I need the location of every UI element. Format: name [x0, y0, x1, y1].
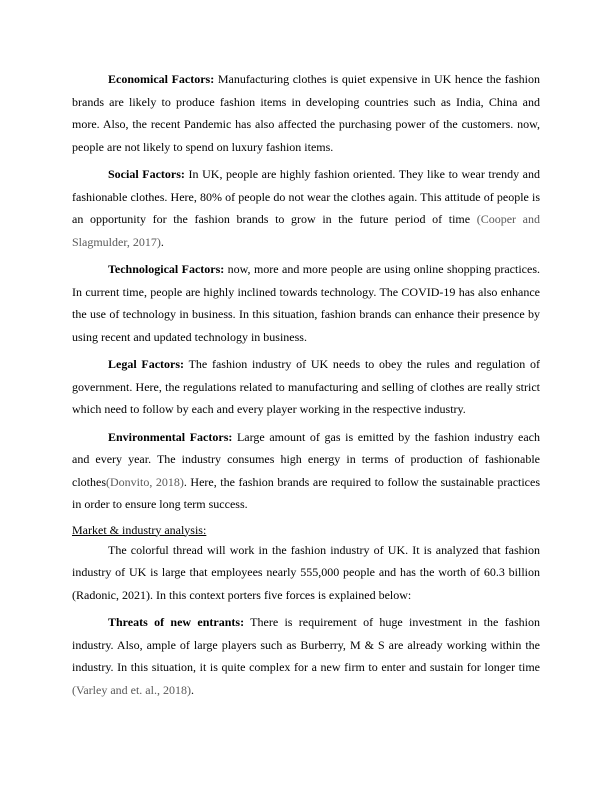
citation: (Cooper and Slagmulder, 2017) [72, 212, 540, 249]
term-technological-factors: Technological Factors: [108, 262, 225, 276]
paragraph-text: The colorful thread will work in the fashion industry of UK. It is analyzed that fashion industry of UK is large that employees nearly 555,000 people and has the worth of 60.3 billion (Radonic, 2021). In this context porters five forces is explained below: [72, 542, 540, 602]
paragraph-text-end: . [190, 682, 194, 697]
paragraph-social-factors [72, 163, 540, 253]
paragraph-market-analysis [72, 539, 540, 607]
paragraph-legal-factors [72, 353, 540, 421]
term-social-factors: Social Factors: [108, 167, 185, 181]
paragraph-text: The fashion industry of UK needs to obey the rules and regulation of government. Here, the regulations related to manufacturing and selling of clothes are really strict which need to follow by each and every player working in the respective industry. [72, 357, 540, 416]
citation: (Varley and et. al., 2018) [72, 682, 191, 697]
paragraph-text-end: . [160, 234, 164, 249]
paragraph-environmental-factors [72, 426, 540, 516]
paragraph-text: In UK, people are highly fashion oriented. They like to wear trendy and fashionable clothes. Here, 80% of people do not wear the clothes again. This attitude of people is an opportunity for the fashion brands to grow in the future period of time [72, 167, 541, 226]
paragraph-text-end: . Here, the fashion brands are required to follow the sustainable practices in order to ensure long term success. [72, 474, 541, 511]
paragraph-economical-factors [72, 68, 540, 158]
document-page [72, 68, 540, 706]
term-legal-factors: Legal Factors: [108, 357, 185, 371]
paragraph-text: now, more and more people are using online shopping practices. In current time, people are highly inclined towards technology. The COVID-19 has also enhance the use of technology in business. In this situation, fashion brands can enhance their presence by using recent and updated technology in business. [72, 262, 541, 344]
paragraph-text: Manufacturing clothes is quiet expensive in UK hence the fashion brands are likely to produce fashion items in developing countries such as India, China and more. Also, the recent Pandemic has also affected the purchasing power of the customers. now, people are not likely to spend on luxury fashion items. [72, 72, 540, 154]
term-threats-of-new-entrants: Threats of new entrants: [108, 615, 245, 629]
paragraph-text: There is requirement of huge investment in the fashion industry. Also, ample of large players such as Burberry, M & S are already working within the industry. In this situation, it is quite complex for a new firm to enter and sustain for longer time [72, 615, 540, 674]
paragraph-threats-of-new-entrants [72, 611, 540, 701]
citation: (Donvito, 2018) [106, 474, 184, 489]
term-environmental-factors: Environmental Factors: [108, 429, 233, 444]
paragraph-technological-factors [72, 258, 540, 348]
section-heading-market-industry-analysis: Market & industry analysis: [72, 522, 207, 537]
term-economical-factors: Economical Factors: [108, 72, 215, 86]
paragraph-text: Large amount of gas is emitted by the fashion industry each and every year. The industry consumes high energy in terms of production of fashionable clothes [72, 429, 541, 489]
